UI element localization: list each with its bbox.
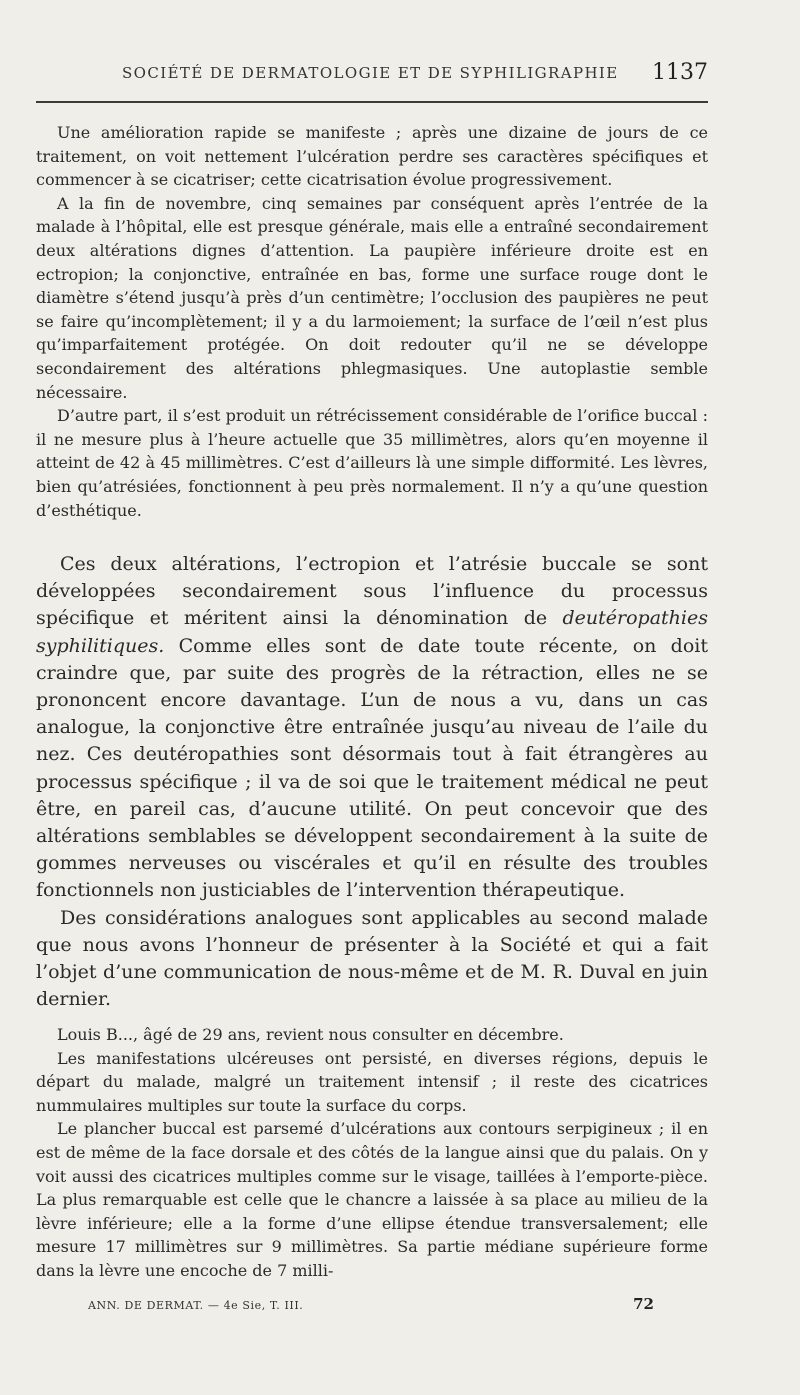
section-case-one (36, 121, 708, 522)
paragraph: Louis B..., âgé de 29 ans, revient nous consulter en décembre. (57, 1025, 564, 1044)
header-rule (36, 101, 708, 103)
page-header (36, 60, 708, 90)
signature-mark: 72 (633, 1295, 654, 1313)
section-case-two (36, 1023, 708, 1283)
paragraph-text: Comme elles sont de date toute récente, on doit craindre que, par suite des progrès de la rétraction, elles ne se prononcent encore davantage. L’un de nous a vu, dans un cas analogue, la conjonctive être entraînée jusqu’au niveau de l’aile du nez. Ces deutéropathies sont désormais tout à fait étrangères au processus spécifique ; il va de soi que le traitement médical ne peut être, en pareil cas, d’aucune utilité. On peut concevoir que des altérations semblables se développent secondairement à la suite de gommes nerveuses ou viscérales et qu’il en résulte des troubles fonctionnels non justiciables de l’intervention thérapeutique. (36, 634, 708, 902)
emphasis-term: deutéropathies syphilitiques. (36, 607, 708, 657)
paragraph: Une amélioration rapide se manifeste ; après une dizaine de jours de ce traitement, on voit nettement l’ulcération perdre ses caractères spécifiques et commencer à se cicatriser; cette cicatrisation évolue progressivement. (36, 123, 708, 190)
paragraph: A la fin de novembre, cinq semaines par conséquent après l’entrée de la malade à l’hôpital, elle est presque générale, mais elle a entraîné secondairement deux altérations dignes d’attention. La paupière inférieure droite est en ectropion; la conjonctive, entraînée en bas, forme une surface rouge dont le diamètre s’étend jusqu’à près d’un centimètre; l’occlusion des paupières ne peut se faire qu’incomplètement; il y a du larmoiement; la surface de l’œil n’est plus qu’imparfaitement protégée. On doit redouter qu’il ne se développe secondairement des altérations phlegmasiques. Une autoplastie semble nécessaire. (36, 193, 708, 402)
journal-reference: ANN. DE DERMAT. — 4e Sie, T. III. (88, 1299, 304, 1312)
page-number: 1137 (652, 60, 708, 85)
page-footer (88, 1293, 654, 1317)
paragraph: D’autre part, il s’est produit un rétrécissement considérable de l’orifice buccal : il ne mesure plus à l’heure actuelle que 35 millimètres, alors qu’en moyenne il atteint de 42 à 45 millimètres. C’est d’ailleurs là une simple difformité. Les lèvres, bien qu’atrésiées, fonctionnent à peu près normalement. Il n’y a qu’une question d’esthétique. (36, 406, 708, 520)
paragraph: Les manifestations ulcéreuses ont persisté, en diverses régions, depuis le départ du malade, malgré un traitement intensif ; il reste des cicatrices nummulaires multiples sur toute la surface du corps. (36, 1048, 708, 1115)
running-title: SOCIÉTÉ DE DERMATOLOGIE ET DE SYPHILIGRAPHIE (122, 64, 619, 82)
paragraph: Le plancher buccal est parsemé d’ulcérations aux contours serpigineux ; il en est de même de la face dorsale et des côtés de la langue ainsi que du palais. On y voit aussi des cicatrices multiples comme sur le visage, taillées à l’emporte-pièce. La plus remarquable est celle que le chancre a laissée à sa place au milieu de la lèvre inférieure; elle a la forme d’une ellipse étendue transversalement; elle mesure 17 millimètres sur 9 millimètres. Sa partie médiane supérieure forme dans la lèvre une encoche de 7 milli- (36, 1119, 708, 1280)
paragraph-text: Ces deux altérations, l’ectropion et l’atrésie buccale se sont développées secondairement sous l’influence du processus spécifique et méritent ainsi la dénomination de (36, 553, 708, 630)
section-discussion (36, 551, 708, 1013)
paragraph: Des considérations analogues sont applicables au second malade que nous avons l’honneur de présenter à la Société et qui a fait l’objet d’une communication de nous-même et de M. R. Duval en juin dernier. (36, 906, 708, 1011)
paragraph (36, 551, 708, 905)
